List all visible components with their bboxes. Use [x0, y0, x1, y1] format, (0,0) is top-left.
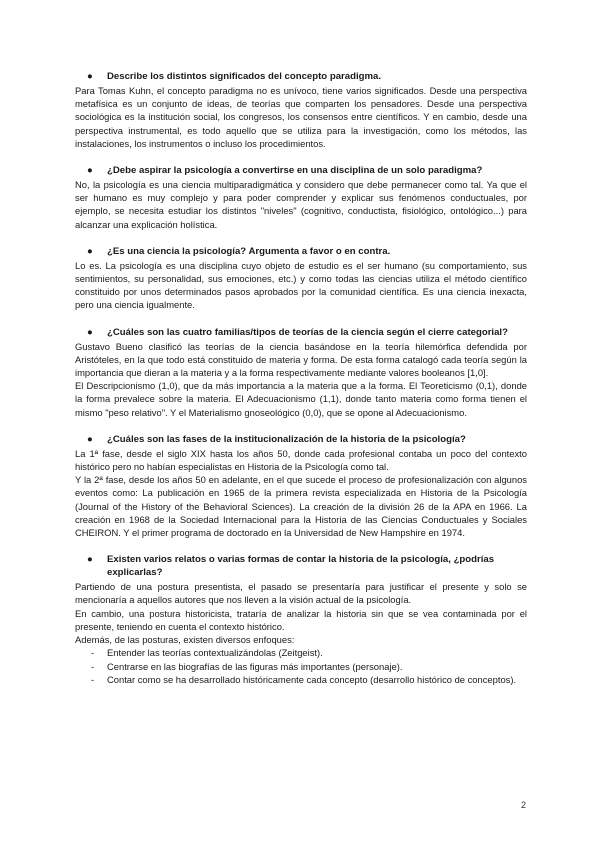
question-text: Describe los distintos significados del concepto paradigma. — [107, 71, 382, 82]
question-heading — [75, 433, 527, 446]
answer-paragraph: No, la psicología es una ciencia multiparadigmática y considero que debe permanecer como tal. Ya que el ser humano es muy complejo y para poder comprender y explicar sus fenómenos conductuales, por ejemplo, se necesita estudiar los distintos "niveles" (cognitivo, conductista, fisiológico, ontológico...) para alcanzar una explicación holística. — [75, 179, 527, 230]
bullet-icon: ● — [87, 554, 93, 566]
section-paradigma — [75, 70, 527, 150]
bullet-icon: ● — [87, 326, 93, 338]
question-heading — [75, 326, 527, 339]
answer-paragraph: Lo es. La psicología es una disciplina cuyo objeto de estudio es el ser humano (su comportamiento, sus sentimientos, su personalidad, sus emociones, etc.) y como todas las ciencias utiliza el método científico constituido por unos determinados pasos aprobados por la comunidad científica. Es una ciencia inexacta, pero una ciencia igualmente. — [75, 259, 527, 311]
question-text: ¿Cuáles son las cuatro familias/tipos de teorías de la ciencia según el cierre categorial? — [107, 326, 508, 338]
enfoques-list — [75, 646, 527, 686]
list-item — [75, 660, 527, 673]
dash-icon: - — [91, 673, 95, 685]
list-item — [75, 673, 527, 686]
answer-paragraph: Gustavo Bueno clasificó las teorías de la ciencia basándose en la teoría hilemórfica defendida por Aristóteles, en la que todo está constituido de materia y forma. De esta forma catalogó cada teoría según la importancia que dieran a la materia y a la forma respectivamente mediante valores booleanos [1,0]. — [75, 340, 527, 379]
question-heading — [75, 245, 527, 258]
page-content — [75, 70, 527, 700]
section-institucionalizacion — [75, 433, 527, 539]
answer-paragraph: La 1ª fase, desde el siglo XIX hasta los años 50, donde cada profesional contaba un poco del contexto histórico pero no habían especialistas en Historia de la Psicología como tal. — [75, 447, 527, 473]
section-cierre-categorial — [75, 326, 527, 419]
list-item-text: Contar como se ha desarrollado históricamente cada concepto (desarrollo histórico de conceptos). — [107, 673, 517, 685]
section-relatos-historia — [75, 553, 527, 686]
question-text: ¿Cuáles son las fases de la institucionalización de la historia de la psicología? — [107, 433, 466, 445]
bullet-icon: ● — [87, 165, 93, 177]
answer-paragraph: En cambio, una postura historicista, trataría de analizar la historia sin que se vea contaminada por el presente, teniendo en cuenta el contexto histórico. — [75, 607, 527, 632]
list-item — [75, 646, 527, 659]
list-item-text: Centrarse en las biografías de las figuras más importantes (personaje). — [107, 660, 403, 672]
page-number: 2 — [520, 800, 526, 810]
question-text: ¿Es una ciencia la psicología? Argumenta a favor o en contra. — [107, 245, 391, 257]
answer-paragraph: Además, de las posturas, existen diversos enfoques: — [75, 634, 295, 646]
question-heading — [75, 164, 527, 177]
answer-paragraph: Para Tomas Kuhn, el concepto paradigma no es unívoco, tiene varios significados. Desde una perspectiva metafísica es un conjunto de ideas, de teorías que comparten los pensadores. Desde una perspectiva sociológica es la institución social, los congresos, los consensos entre científicos. Y en cambio, desde una perspectiva instrumental, es todo aquello que se utiliza para la investigación, como los métodos, las instalaciones, los instrumentos o incluso los procedimientos. — [75, 85, 527, 149]
answer-paragraph: El Descripcionismo (1,0), que da más importancia a la materia que a la forma. El Teoreticismo (0,1), donde la forma prevalece sobre la materia. El Adecuacionismo (1,1), donde tanto materia como forma tienen el mismo "peso relativo". Y el Materialismo gnoseológico (0,0), que se opone al Adecuacionismo. — [75, 380, 527, 418]
question-text: Existen varios relatos o varias formas de contar la historia de la psicología, ¿podrías explicarlas? — [107, 554, 495, 579]
answer-paragraph: Y la 2ª fase, desde los años 50 en adelante, en el que sucede el proceso de profesionalización con algunos eventos como: La publicación en 1965 de la primera revista especializada en Historia de la Psicología (Journal of the History of the Behavioral Sciences). La creación de la división 26 de la APA en 1966. La creación en 1968 de la Sociedad Internacional para la Historia de las Ciencias Conductuales y Sociales CHEIRON. Y el primer programa de doctorado en la Universidad de New Hampshire en 1974. — [75, 474, 527, 539]
dash-icon: - — [91, 647, 95, 659]
bullet-icon: ● — [87, 71, 93, 82]
answer-paragraph: Partiendo de una postura presentista, el pasado se presentaría para justificar el presente y solo se mencionaría a aquellos autores que nos lleven a la visión actual de la psicología. — [75, 581, 527, 606]
question-heading — [75, 70, 527, 83]
question-text: ¿Debe aspirar la psicología a convertirse en una disciplina de un solo paradigma? — [107, 165, 483, 177]
bullet-icon: ● — [87, 433, 93, 445]
dash-icon: - — [91, 660, 95, 672]
section-es-ciencia — [75, 245, 527, 312]
list-item-text: Entender las teorías contextualizándolas (Zeitgeist). — [107, 647, 323, 659]
bullet-icon: ● — [87, 245, 93, 257]
question-heading — [75, 553, 527, 579]
section-un-solo-paradigma — [75, 164, 527, 231]
